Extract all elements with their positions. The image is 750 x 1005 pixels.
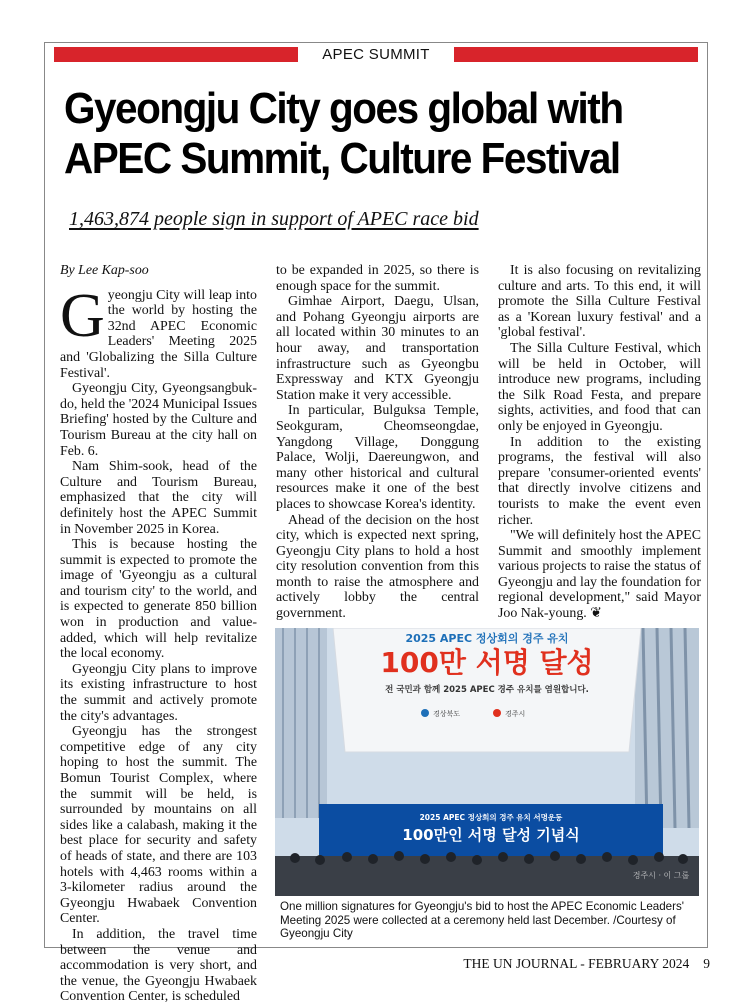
photo-watermark: 경주시 · 이 그룹 [632, 871, 690, 880]
banner-logo-1: 경상북도 [433, 710, 461, 718]
article-paragraph: Gimhae Airport, Daegu, Ulsan, and Pohang Gyeongju airports are all located within 30 minutes to an hour away, and transportation infrastructure such as Gyeongbu Expressway and KTX Gyeongju Station make it very accessible. [276, 294, 479, 403]
banner-line-1: 2025 APEC 정상회의 경주 유치 [405, 632, 569, 645]
banner-line-3: 전 국민과 함께 2025 APEC 경주 유치를 염원합니다. [385, 685, 589, 695]
article-paragraph-text: "We will definitely host the APEC Summit and smoothly implement various projects to raise the status of Gyeongju and lay the foundation for regional development," said Mayor Joo Nak-young. [498, 528, 701, 622]
article-paragraph [60, 281, 257, 382]
section-header [54, 45, 698, 65]
banner-line-2: 100만 서명 달성 [380, 646, 594, 679]
article-paragraph: This is because hosting the summit is expected to promote the image of 'Gyeongju as a cultural and tourism city' to the world, and is expected to generate 850 billion won in production and value-added, which will help revitalize the local economy. [60, 537, 257, 662]
article-paragraph [498, 528, 701, 622]
banner-logo-2: 경주시 [505, 710, 526, 718]
article-paragraph: Gyeongju City, Gyeongsangbuk-do, held the '2024 Municipal Issues Briefing' hosted by the Culture and Tourism Bureau at the city hall on Feb. 6. [60, 381, 257, 459]
article-paragraph: The Silla Culture Festival, which will be held in October, will introduce new programs, including the Silk Road Festa, and prepare sights, activities, and food that can only be enjoyed in Gyeongju. [498, 340, 701, 434]
ceremony-photo-illustration [275, 628, 699, 896]
photo-caption: One million signatures for Gyeongju's bid to host the APEC Economic Leaders' Meeting 2025 were collected at a ceremony held last December. /Courtesy of Gyeongju City [280, 900, 684, 940]
gyeongju-logo-icon [493, 709, 501, 717]
stage-line-2: 100만인 서명 달성 기념식 [402, 826, 580, 844]
section-rule-left [54, 47, 298, 62]
article-paragraph: Gyeongju has the strongest competitive edge of any city hoping to host the summit. The Bomun Tourist Complex, where the summit will be held, is surrounded by mountains on all sides like a calabash, making it the best place for security and safety of heads of state, and there are 103 hotels with 4,463 rooms within a 3-kilometer radius around the Gyeongju Hwabaek Convention Center. [60, 724, 257, 927]
page-number: 9 [703, 956, 710, 971]
article-paragraph: In addition, the travel time between the venue and accommodation is very short, and the venue, the Gyeongju Hwabaek Convention Center, is scheduled [60, 926, 257, 1005]
gyeongbuk-logo-icon [421, 709, 429, 717]
drop-cap: G [60, 281, 105, 350]
article-column-1 [60, 263, 257, 1005]
stage-line-1: 2025 APEC 정상회의 경주 유치 서명운동 [419, 813, 563, 822]
headline: Gyeongju City goes global with APEC Summit, Culture Festival [64, 84, 623, 183]
article-paragraph: In particular, Bulguksa Temple, Seokguram, Cheomseongdae, Yangdong Village, Donggung Palace, Wolji, Daereungwon, and many other historical and cultural resources make it one of the best places to showcase Korea's identity. [276, 403, 479, 512]
article-column-3 [498, 263, 701, 622]
article-paragraph: It is also focusing on revitalizing culture and arts. To this end, it will promote the Silla Culture Festival as a 'Korean luxury festival' and a 'global festival'. [498, 263, 701, 341]
end-mark-icon: ❦ [590, 606, 602, 622]
article-column-2 [276, 263, 479, 622]
article-paragraph: Nam Shim-sook, head of the Culture and Tourism Bureau, emphasized that the city will definitely host the APEC Summit in November 2025 in Korea. [60, 459, 257, 537]
article-paragraph: Gyeongju City plans to improve its existing infrastructure to host the summit and actively promote the city's advantages. [60, 661, 257, 724]
article-paragraph: Ahead of the decision on the host city, which is expected next spring, Gyeongju City plans to hold a host city resolution convention from this month to raise the atmosphere and actively lobby the central government. [276, 512, 479, 622]
publication-name: THE UN JOURNAL - FEBRUARY 2024 [463, 956, 690, 971]
article-paragraph: to be expanded in 2025, so there is enough space for the summit. [276, 263, 479, 294]
subheadline: 1,463,874 people sign in support of APEC race bid [69, 208, 479, 230]
section-rule-right [454, 47, 698, 62]
section-label: APEC SUMMIT [322, 46, 430, 63]
article-paragraph-text: yeongju City will leap into the world by hosting the 32nd APEC Economic Leaders' Meeting 2025 and 'Globalizing the Silla Culture Festival'. [60, 287, 257, 381]
article-paragraph: In addition to the existing programs, the festival will also prepare 'consumer-oriented events' that directly involve citizens and tourists to make the event even richer. [498, 434, 701, 528]
article-photo [275, 628, 699, 896]
page-footer [463, 956, 710, 972]
byline: By Lee Kap-soo [60, 263, 149, 278]
